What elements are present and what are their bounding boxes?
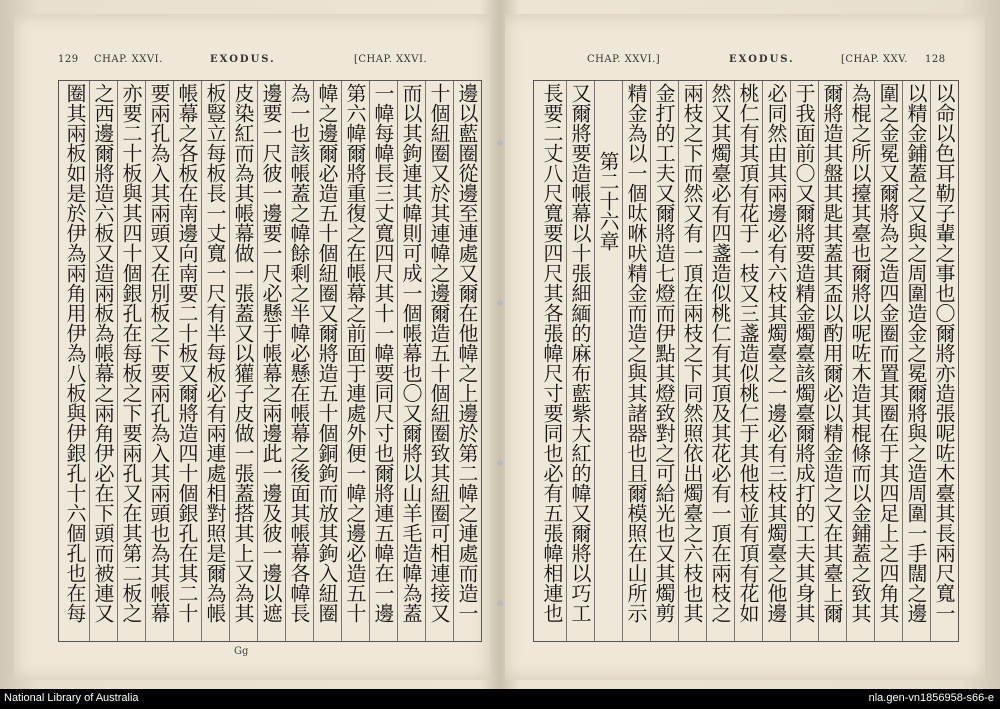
- printer-signature: Gg: [234, 646, 249, 657]
- text-column: 爾將造其盤其匙其蓋其盃以酌用爾必以精金造之又在其臺上爾: [818, 81, 846, 641]
- left-page: [14, 14, 490, 680]
- text-column: 然又其燭臺必有四盞造似桃仁有其頂及其花必有一頂在兩枝之: [706, 81, 734, 641]
- text-column: 精金為以一個呔咻吠精金而造之與其諸器也且爾模照在山所示: [622, 81, 650, 641]
- chapter-label-right: [CHAP. XXV.: [841, 54, 908, 65]
- text-column: 而以其鉤連其幃則可成一個帳幕也〇又爾將以山羊毛造幃為蓋: [397, 81, 425, 641]
- text-column: 皮染紅而為其帳幕做一張蓋又以獾子皮做一張蓋搭其上又為其: [229, 81, 257, 641]
- text-column: 十個紐圈又於其連幃之邊爾造五十個紐圈致其紐圈可相連接又: [425, 81, 453, 641]
- right-page: [505, 14, 985, 680]
- chapter-label-right: [CHAP. XXVI.: [354, 54, 428, 65]
- text-column: 以精金鋪蓋之又與之周圍造金之冕爾將與之造周圍一手闊之邊: [902, 81, 930, 641]
- text-block: [533, 80, 959, 642]
- binding-stitch: [497, 300, 503, 306]
- running-title: EXODUS.: [729, 54, 795, 65]
- text-block: [58, 80, 482, 642]
- text-column: 必同然由其兩邊必有六枝其燭臺之一邊必有三枝其燭臺之他邊: [762, 81, 790, 641]
- text-column: 桃仁有其頂有花于一枝又三盞造似桃仁于其他枝並有頂有花如: [734, 81, 762, 641]
- text-column: 于我面前〇又爾將要造精金燭臺該燭臺爾將成打的工夫其身其: [790, 81, 818, 641]
- text-column: 兩枝之下而然又有一頂在兩枝之下同然照依出燭臺之六枝也其: [678, 81, 706, 641]
- footer-bar: [0, 689, 1000, 709]
- text-column: 以命以色耳勒子輩之事也〇爾將亦造張呢咗木臺其長兩尺寬一: [930, 81, 958, 641]
- text-column: 幃之邊爾必造五十個紐圈又爾將造五十個銅鉤而放其鉤入紐圈: [313, 81, 341, 641]
- item-identifier: nla.gen-vn1856958-s66-e: [868, 692, 994, 704]
- text-column: 圈其兩板如是於伊為兩角用伊為八板與伊銀孔十六個孔也在每: [63, 83, 87, 623]
- text-column: 板豎立每板長一丈寬一尺有半每板必有兩連處相對照是爾為帳: [201, 81, 229, 641]
- page-number: 129: [58, 54, 79, 65]
- binding-stitch: [497, 600, 503, 606]
- institution-label: National Library of Australia: [4, 692, 139, 704]
- text-column: 亦要二十板與其四十個銀孔在每板之下要兩孔又在其第二板之: [117, 81, 145, 641]
- text-column: 一幃每幃長三丈寬四尺其十一幃要同尺寸也爾將連五幃在一邊: [369, 81, 397, 641]
- text-column: 第六幃爾將重復之在帳幕之前面于連處外便一幃之邊必造五十: [341, 81, 369, 641]
- text-column: 邊以藍圈從邊至連處又爾在他幃之上邊於第二幃之連處而造一: [453, 81, 481, 641]
- text-column: 為一也該帳蓋之幃餘剩之半幃必懸在帳幕之後面其帳幕各幃長: [285, 81, 313, 641]
- running-title: EXODUS.: [210, 54, 276, 65]
- chapter-label-left: CHAP. XXVI.: [94, 54, 163, 65]
- binding-stitch: [497, 460, 503, 466]
- text-column: 要兩孔為入其兩頭又在別板之下要兩孔為入其兩頭也為其帳幕: [145, 81, 173, 641]
- page-number: 128: [925, 54, 946, 65]
- binding-stitch: [497, 140, 503, 146]
- text-column: 為棍之所以擡其臺也爾將以呢咗木造其棍條而以金鋪蓋之致其: [846, 81, 874, 641]
- text-column: 圍之金冕又爾將為之造四金圈而置其圈在于其四足上之四角其: [874, 81, 902, 641]
- chapter-label-left: CHAP. XXVI.]: [587, 54, 661, 65]
- text-column: 邊要一尺彼一邊要一尺必懸于帳幕之兩邊此一邊及彼一邊以遮: [257, 81, 285, 641]
- text-column: 長要二丈八尺寬要四尺其各張幃尺寸要同也必有五張幃相連也: [540, 83, 564, 623]
- text-column: 帳幕之各板在南邊向南要二十板又爾將造四十個銀孔在其二十: [173, 81, 201, 641]
- text-column: 又爾將要造帳幕以十張細緬的麻布藍紫大紅的幃又爾將以巧工: [566, 81, 594, 641]
- chapter-heading: 第二十六章: [594, 81, 622, 641]
- text-column: 金打的工夫又爾將造七燈而伊點其燈致對之可給光也又其燭剪: [650, 81, 678, 641]
- text-column: 之西邊爾將造六板又造兩板為帳幕之兩角伊必在下頭而被連又: [89, 81, 117, 641]
